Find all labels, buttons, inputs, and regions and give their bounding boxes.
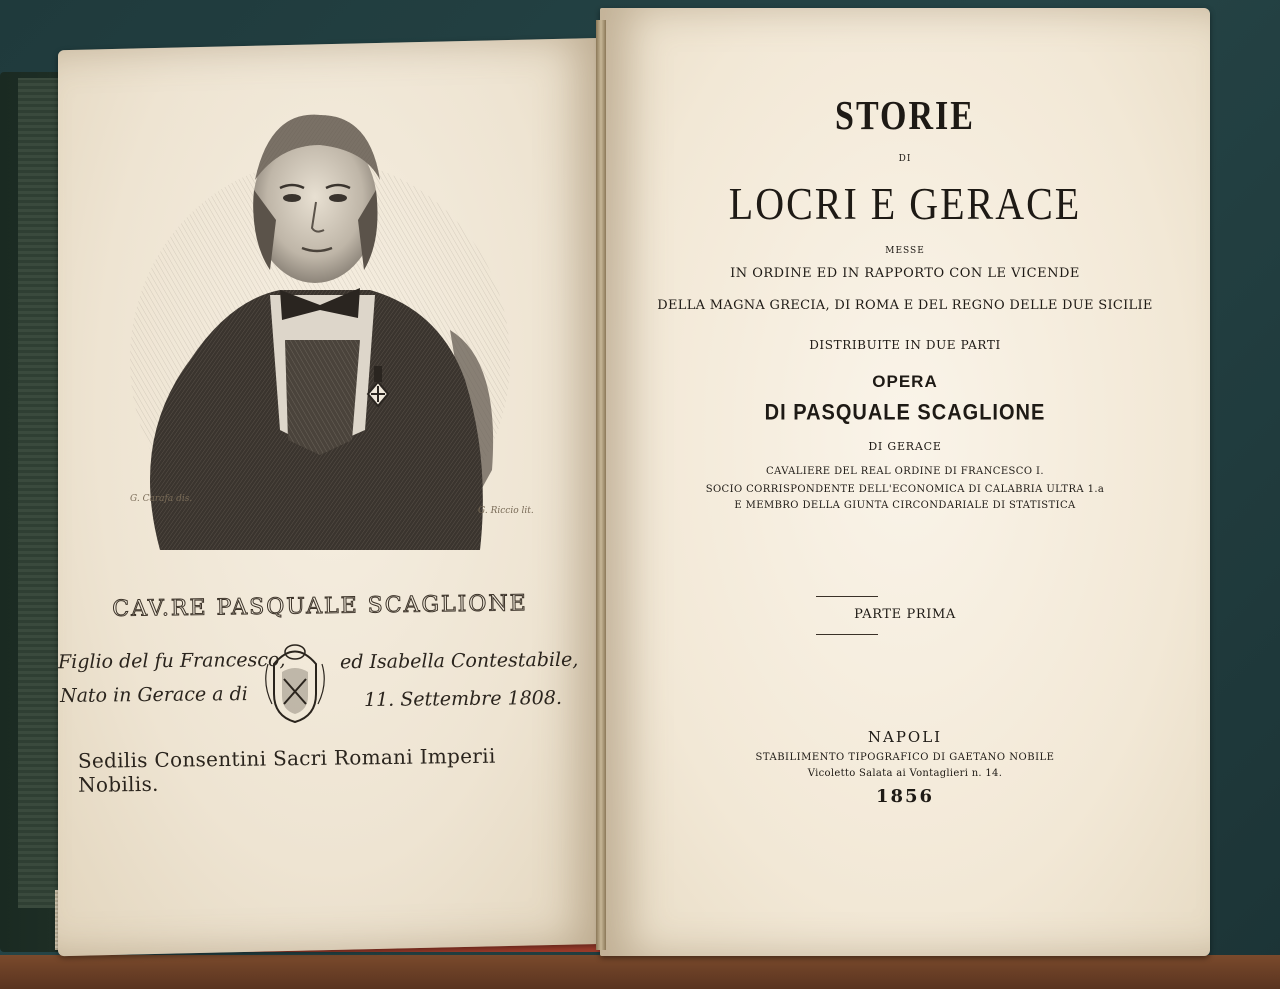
- right-page: [600, 8, 1210, 956]
- author-name: DI PASQUALE SCAGLIONE: [764, 400, 1046, 426]
- portrait-engraving: [120, 110, 510, 550]
- caption-line1-left: Figlio del fu Francesco,: [57, 648, 286, 674]
- opera-label: OPERA: [872, 372, 938, 391]
- imprint-address: Vicoletto Salata ai Vontaglieri n. 14.: [807, 768, 1003, 779]
- subtitle-line3: DISTRIBUITE IN DUE PARTI: [809, 338, 1001, 352]
- imprint-year: 1856: [875, 786, 935, 807]
- portrait-caption-name: CAV.RE PASQUALE SCAGLIONE: [112, 591, 528, 622]
- imprint-printer: STABILIMENTO TIPOGRAFICO DI GAETANO NOBILE: [755, 752, 1055, 763]
- author-credential-1: CAVALIERE DEL REAL ORDINE DI FRANCESCO I.: [766, 466, 1044, 477]
- title-di: DI: [898, 154, 912, 164]
- subtitle-line1: IN ORDINE ED IN RAPPORTO CON LE VICENDE: [730, 266, 1080, 281]
- artist-credit-left: G. Carafa dis.: [130, 494, 193, 504]
- author-credential-3: E MEMBRO DELLA GIUNTA CIRCONDARIALE DI STATISTICA: [734, 500, 1076, 511]
- part-label: PARTE PRIMA: [854, 607, 956, 622]
- imprint-city: NAPOLI: [867, 728, 943, 746]
- subtitle-line2: DELLA MAGNA GRECIA, DI ROMA E DEL REGNO DELLE DUE SICILIE: [657, 298, 1153, 313]
- main-title: LOCRI E GERACE: [728, 177, 1082, 230]
- artist-credit-right: G. Riccio lit.: [478, 506, 534, 516]
- author-origin: DI GERACE: [868, 440, 942, 453]
- caption-line2-left: Nato in Gerace a di: [59, 683, 248, 707]
- divider-rule-top: [816, 596, 878, 597]
- coat-of-arms-icon: [262, 634, 328, 724]
- caption-line1-right: ed Isabella Contestabile,: [339, 648, 579, 674]
- author-credential-2: SOCIO CORRISPONDENTE DELL'ECONOMICA DI CALABRIA ULTRA 1.a: [705, 484, 1105, 495]
- caption-line2-right: 11. Settembre 1808.: [363, 686, 563, 712]
- title-storie: STORIE: [835, 94, 975, 139]
- divider-rule-bottom: [816, 634, 878, 635]
- subtitle-messe: MESSE: [885, 246, 925, 256]
- nobility-motto: Sedilis Consentini Sacri Romani Imperii Nobilis.: [77, 743, 496, 797]
- wooden-table-edge: [0, 955, 1280, 989]
